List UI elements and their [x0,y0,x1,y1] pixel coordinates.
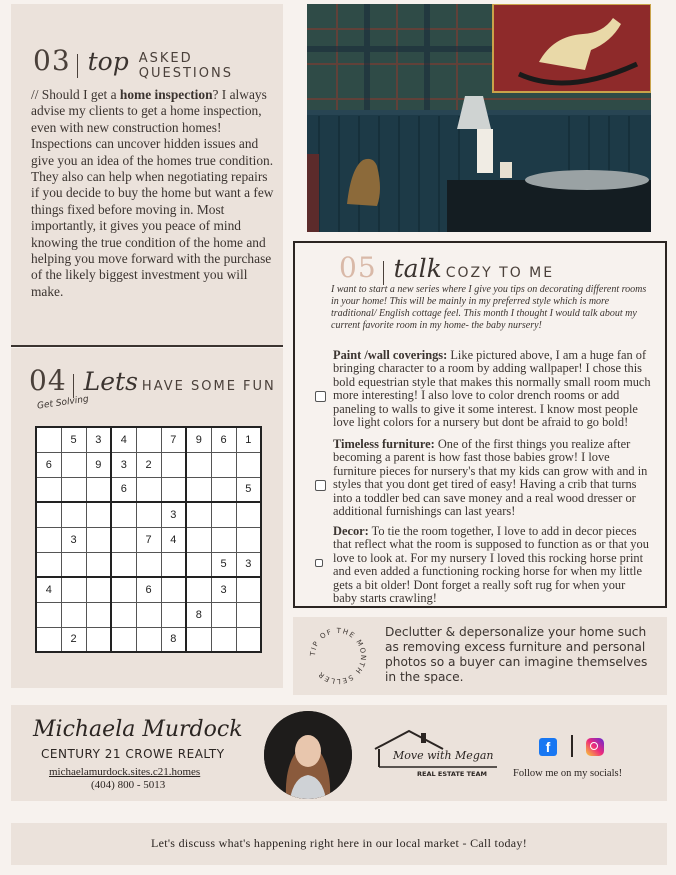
heading-line-1: ASKED [138,51,193,67]
sudoku-cell[interactable]: 3 [211,577,236,602]
sudoku-cell[interactable] [61,552,86,577]
sudoku-cell[interactable]: 3 [236,552,261,577]
sudoku-cell[interactable]: 5 [61,427,86,452]
talk-heading [339,251,554,285]
sudoku-row [36,502,261,527]
section-number: 04 [29,364,67,397]
sudoku-cell[interactable] [86,477,111,502]
sudoku-row [36,427,261,452]
list-item-decor: Decor: To tie the room together, I love to add in decor pieces that reflect what the room is supposed to function as or that you love to look at. For my nursery I loved this rocking horse print and even added a functioning rocking horse for when my little gets a bit older! Dont forget a really soft rug for when your baby starts crawling! [333,524,649,606]
sudoku-cell[interactable] [161,602,186,627]
team-logo [369,727,499,777]
sudoku-cell[interactable] [236,527,261,552]
sudoku-cell[interactable] [111,502,136,527]
get-solving-tag: Get Solving [36,394,90,412]
sudoku-cell[interactable] [36,552,61,577]
sudoku-cell[interactable]: 3 [61,527,86,552]
sudoku-cell[interactable] [61,577,86,602]
faq-section [11,4,283,345]
sudoku-cell[interactable] [211,627,236,652]
sudoku-cell[interactable] [236,627,261,652]
faq-bold-term: home inspection [119,87,213,102]
sudoku-cell[interactable]: 6 [136,577,161,602]
checkbox-furniture[interactable] [315,480,326,491]
faq-heading [33,44,233,81]
sudoku-row [36,552,261,577]
script-word: talk [393,254,442,283]
sudoku-cell[interactable] [86,552,111,577]
sudoku-cell[interactable]: 9 [86,452,111,477]
sudoku-cell[interactable]: 7 [136,527,161,552]
svg-text:TIP OF THE MONTH SELLER: TIP OF THE MONTH SELLER [308,626,368,686]
faq-body: // Should I get a home inspection? I always advise my clients to get a home inspection, even with new construction homes! Inspections can uncover hidden issues and give you an idea of the homes true condition. They also can help when negotiating repairs if you decide to buy the home but want a few things fixed before moving in. Most importantly, it gives you peace of mind knowing the true condition of the home and helping you move forward with the purchase of the likely biggest investment you will make. [31,87,274,299]
avatar [264,711,352,799]
sudoku-cell[interactable] [111,627,136,652]
sudoku-cell[interactable] [86,627,111,652]
follow-text: Follow me on my socials! [513,768,623,779]
svg-text:REAL ESTATE TEAM: REAL ESTATE TEAM [417,770,487,777]
sudoku-cell[interactable] [111,552,136,577]
sudoku-cell[interactable] [186,627,211,652]
sudoku-cell[interactable] [111,602,136,627]
section-divider [11,345,283,347]
tip-of-the-month-seal-icon [307,625,369,687]
sudoku-row [36,577,261,602]
sudoku-cell[interactable] [36,477,61,502]
heading-caps: COZY TO ME [445,265,555,281]
sudoku-cell[interactable] [211,502,236,527]
sudoku-cell[interactable] [186,577,211,602]
cta-text: Let's discuss what's happening right here in our local market - Call today! [150,836,528,850]
sudoku-cell[interactable] [136,502,161,527]
sudoku-cell[interactable]: 6 [211,427,236,452]
talk-intro: I want to start a new series where I give you tips on decorating different rooms in your home! This will be mainly in my preferred style which is more traditional/ English cottage feel. This month I thought I would talk about my current favorite room in my home- the baby nursery! [331,284,647,331]
script-word: Lets [83,367,138,396]
sudoku-cell[interactable] [36,502,61,527]
sudoku-cell[interactable]: 4 [111,427,136,452]
sudoku-cell[interactable] [61,477,86,502]
sudoku-cell[interactable] [86,602,111,627]
fun-section [11,348,283,688]
sudoku-cell[interactable] [136,602,161,627]
sudoku-cell[interactable]: 6 [111,477,136,502]
sudoku-cell[interactable]: 3 [86,427,111,452]
section-number: 03 [33,44,71,77]
sudoku-cell[interactable] [36,427,61,452]
sudoku-cell[interactable] [211,602,236,627]
checkbox-decor[interactable] [315,559,323,567]
nursery-illustration [307,4,651,232]
sudoku-cell[interactable]: 5 [236,477,261,502]
sudoku-cell[interactable]: 2 [61,627,86,652]
sudoku-cell[interactable] [236,502,261,527]
script-word: top [87,47,129,76]
sudoku-row [36,477,261,502]
sudoku-cell[interactable] [36,527,61,552]
sudoku-cell[interactable] [36,602,61,627]
heading-line-2: QUESTIONS [138,66,233,82]
sudoku-row [36,602,261,627]
sudoku-cell[interactable]: 3 [111,452,136,477]
sudoku-cell[interactable] [111,577,136,602]
cta-banner [11,823,667,865]
sudoku-cell[interactable] [186,527,211,552]
sudoku-cell[interactable]: 7 [161,427,186,452]
sudoku-cell[interactable] [211,527,236,552]
checkbox-paint[interactable] [315,391,326,402]
company-name: CENTURY 21 CROWE REALTY [41,747,225,761]
sudoku-cell[interactable]: 3 [161,502,186,527]
sudoku-cell[interactable] [186,502,211,527]
sudoku-cell[interactable] [136,477,161,502]
sudoku-cell[interactable] [86,502,111,527]
sudoku-grid[interactable] [35,426,262,653]
sudoku-cell[interactable]: 8 [161,627,186,652]
list-item-furniture: Timeless furniture: One of the first things you realize after becoming a parent is how fast those babies grow! I love furniture pieces for nursery's that my kids can grow with and in styles that you dont get tired of easy! Having a crib that turns into a toddler bed can save money and a real wood dresser or additional furnishings can last years! [333,437,648,519]
sudoku-cell[interactable]: 5 [211,552,236,577]
sudoku-cell[interactable] [161,477,186,502]
sudoku-cell[interactable] [236,602,261,627]
svg-text:Move with Megan: Move with Megan [393,749,494,762]
sudoku-cell[interactable] [86,527,111,552]
social-divider [571,735,573,757]
sudoku-cell[interactable] [211,477,236,502]
instagram-icon[interactable] [586,738,604,756]
sudoku-cell[interactable] [136,627,161,652]
website-link[interactable]: michaelamurdock.sites.c21.homes [49,766,201,778]
sudoku-row [36,627,261,652]
tip-text: Declutter & depersonalize your home such as removing excess furniture and personal photos so a buyer can imagine themselves in the space. [385,625,648,684]
agent-name: Michaela Murdock [33,717,243,742]
phone-number[interactable]: (404) 800 - 5013 [91,779,166,791]
sudoku-cell[interactable] [61,502,86,527]
sudoku-cell[interactable] [186,552,211,577]
seller-tip [293,617,667,695]
contact-footer [11,705,667,801]
sudoku-cell[interactable]: 4 [36,577,61,602]
sudoku-cell[interactable] [236,452,261,477]
facebook-icon[interactable]: f [539,738,557,756]
sudoku-cell[interactable] [211,452,236,477]
sudoku-cell[interactable] [186,477,211,502]
sudoku-cell[interactable] [236,577,261,602]
sudoku-cell[interactable]: 4 [161,527,186,552]
sudoku-cell[interactable] [36,627,61,652]
sudoku-cell[interactable] [161,452,186,477]
sudoku-cell[interactable]: 9 [186,427,211,452]
nursery-photo [307,4,651,232]
list-item-paint: Paint /wall coverings: Like pictured above, I am a huge fan of bringing character to a room by adding wallpaper! I chose this bold equestrian style that makes this normally small room much more interesting! I also love to color drench rooms or add paneling to walls to give it some interest. I know most people love light colors for a nursery but dont be afraid to go bold! [333,348,651,430]
sudoku-cell[interactable]: 8 [186,602,211,627]
sudoku-cell[interactable]: 2 [136,452,161,477]
fun-heading [29,364,276,398]
sudoku-cell[interactable] [111,527,136,552]
heading-caps: HAVE SOME FUN [141,379,276,394]
sudoku-cell[interactable]: 6 [36,452,61,477]
sudoku-cell[interactable] [61,602,86,627]
talk-section [293,241,667,608]
sudoku-cell[interactable] [186,452,211,477]
sudoku-cell[interactable] [61,452,86,477]
section-number: 05 [339,251,377,284]
sudoku-cell[interactable]: 1 [236,427,261,452]
sudoku-cell[interactable] [161,577,186,602]
sudoku-row [36,452,261,477]
sudoku-cell[interactable] [136,427,161,452]
sudoku-cell[interactable] [136,552,161,577]
sudoku-cell[interactable] [86,577,111,602]
sudoku-row [36,527,261,552]
sudoku-cell[interactable] [161,552,186,577]
